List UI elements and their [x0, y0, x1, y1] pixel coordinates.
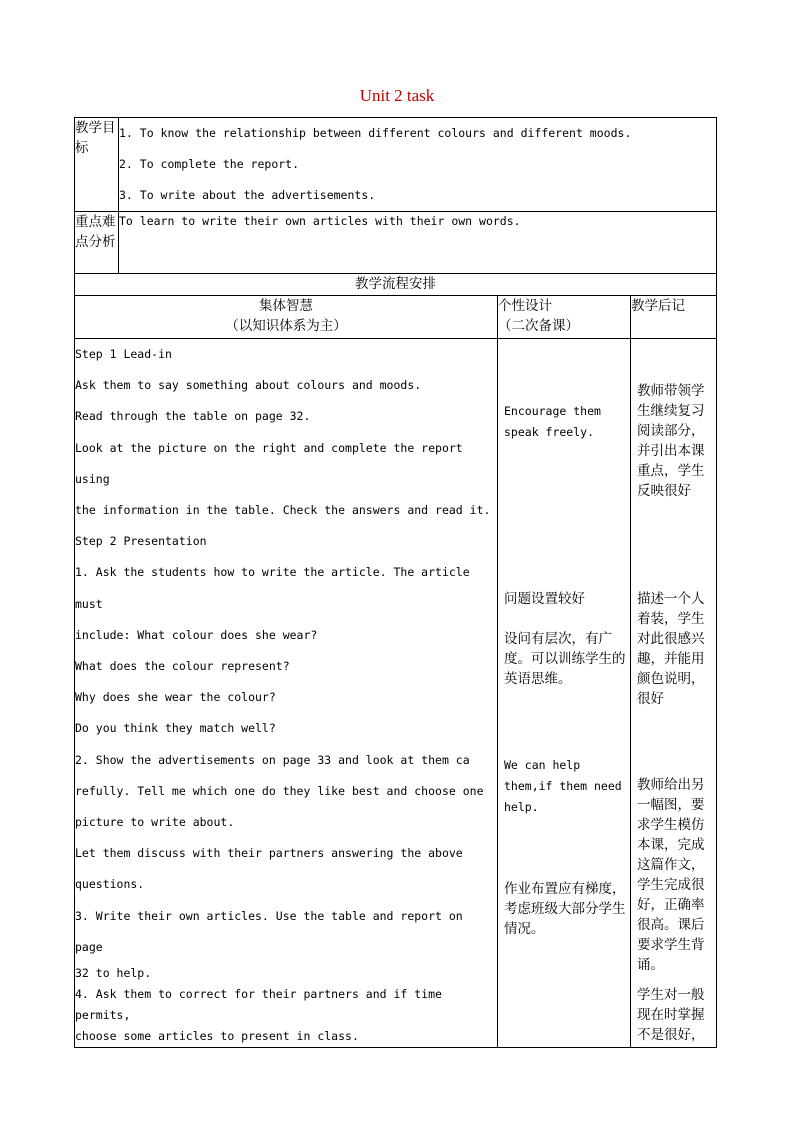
focus-row — [75, 212, 717, 274]
column-header-row — [75, 296, 717, 339]
afterthought-note: 教师给出另一幅图，要求学生模仿本课，完成这篇作文，学生完成很好，正确率很高。课后要求学生背诵。 — [637, 777, 705, 973]
goals-label: 教学目标 — [75, 118, 119, 212]
step-line: include: What colour does she wear? — [75, 627, 318, 642]
step-line: 3. Write their own articles. Use the table and report on page — [75, 908, 463, 954]
goals-content — [119, 118, 717, 212]
step-line: 4. Ask them to correct for their partners and if time permits, — [75, 987, 442, 1023]
flow-header-row — [75, 274, 717, 296]
step-line: 2. Show the advertisements on page 33 and look at them ca — [75, 752, 470, 767]
column-header-collective-subtitle: （以知识体系为主） — [225, 318, 347, 334]
focus-label: 重点难点分析 — [75, 212, 119, 274]
step-line: picture to write about. — [75, 815, 235, 830]
goal-item: 2. To complete the report. — [119, 157, 300, 171]
focus-text: To learn to write their own articles with their own words. — [119, 212, 717, 274]
step-line: refully. Tell me which one do they like best and choose one — [75, 783, 484, 798]
column-header-collective — [75, 296, 498, 339]
afterthought-cell — [631, 339, 717, 1048]
goal-item: 3. To write about the advertisements. — [119, 188, 376, 202]
step-line: Look at the picture on the right and complete the report using — [75, 440, 463, 486]
step-line: choose some articles to present in class. — [75, 1029, 359, 1044]
flow-header: 教学流程安排 — [75, 274, 717, 296]
design-cell — [498, 339, 631, 1048]
design-note: 问题设置较好 — [504, 591, 585, 607]
column-header-design — [498, 296, 631, 339]
goal-item: 1. To know the relationship between different colours and different moods. — [119, 126, 632, 140]
step-line: Do you think they match well? — [75, 721, 276, 736]
design-note: We can help them,if them need help. — [504, 758, 622, 814]
step-line: Step 1 Lead-in — [75, 347, 172, 361]
content-row — [75, 339, 717, 1048]
step-line: questions. — [75, 877, 145, 892]
step-line: Ask them to say something about colours and moods. — [75, 378, 422, 393]
column-header-design-title: 个性设计 — [498, 298, 552, 314]
step-line: Let them discuss with their partners answering the above — [75, 846, 463, 861]
column-header-design-subtitle: （二次备课） — [498, 318, 579, 334]
design-note: 作业布置应有梯度，考虑班级大部分学生情况。 — [504, 881, 626, 937]
afterthought-note: 描述一个人着装，学生对此很感兴趣，并能用颜色说明，很好 — [637, 591, 705, 707]
design-note: 设问有层次，有广度。可以训练学生的英语思维。 — [504, 631, 626, 687]
afterthought-note: 教师带领学生继续复习阅读部分，并引出本课重点，学生反映很好 — [637, 383, 705, 499]
step-line: the information in the table. Check the answers and read it. — [75, 503, 491, 518]
step-line: 1. Ask the students how to write the article. The article must — [75, 565, 470, 611]
step-line: Step 2 Presentation — [75, 534, 207, 549]
page-title: Unit 2 task — [359, 86, 435, 105]
step-line: Read through the table on page 32. — [75, 409, 311, 424]
lesson-plan-table — [74, 117, 717, 1048]
steps-cell — [75, 339, 498, 1048]
step-line: 32 to help. — [75, 966, 152, 981]
step-line: What does the colour represent? — [75, 659, 290, 674]
step-line: Why does she wear the colour? — [75, 690, 276, 705]
design-note: Encourage them speak freely. — [504, 404, 601, 439]
afterthought-note: 学生对一般现在时掌握不是很好， — [637, 987, 705, 1043]
goals-row — [75, 118, 717, 212]
column-header-collective-title: 集体智慧 — [259, 298, 313, 314]
column-header-afterthought: 教学后记 — [631, 296, 717, 339]
